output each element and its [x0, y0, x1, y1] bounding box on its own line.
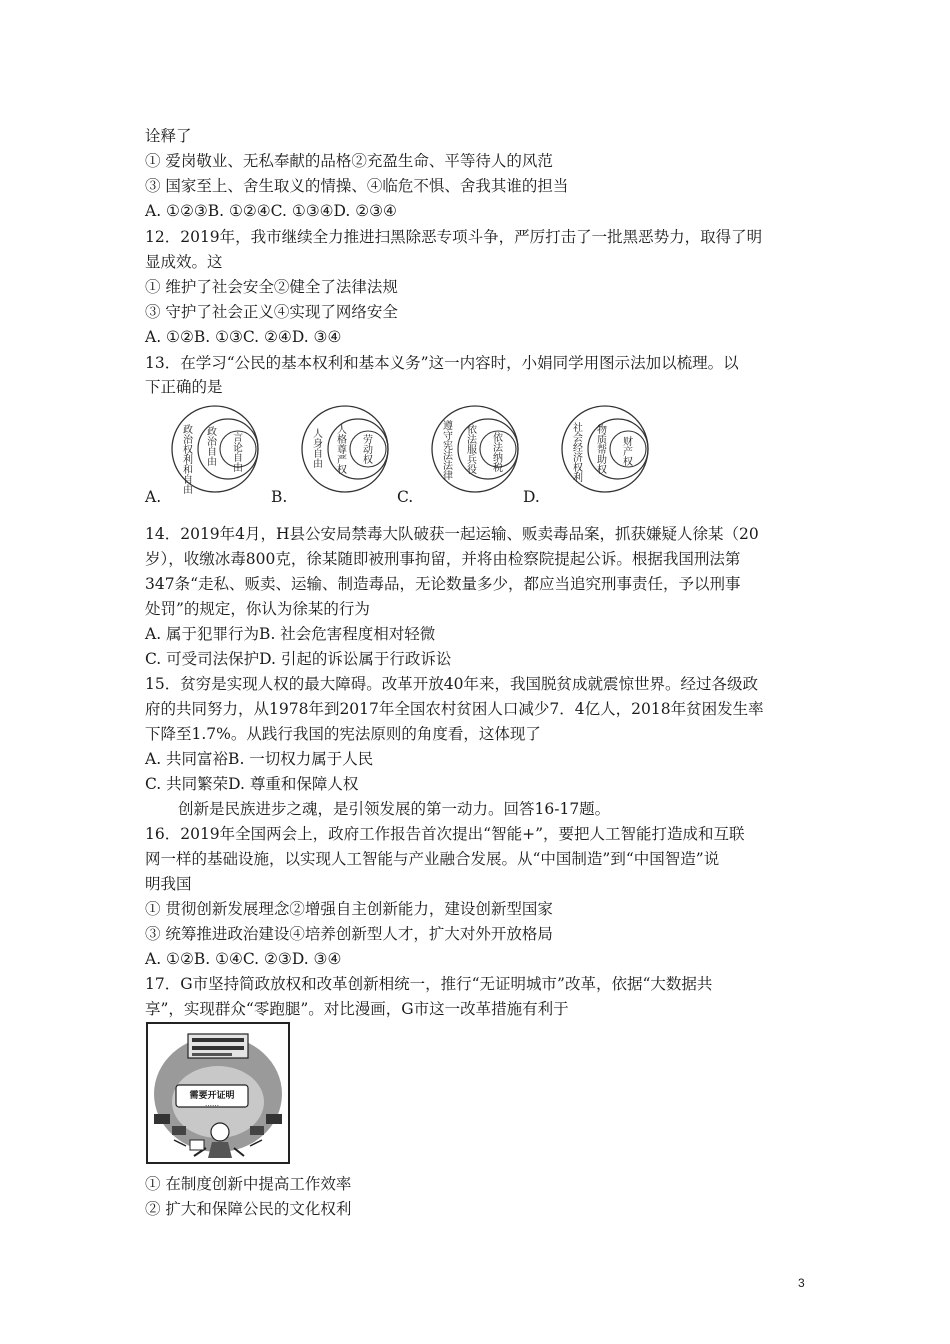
page-number: 3: [798, 1276, 805, 1290]
cartoon-sign-text: 需要开证明: [189, 1091, 235, 1101]
text-line: 诠释了: [145, 127, 192, 145]
circle-c-inner-label: 依法纳税: [490, 432, 502, 472]
text-line: ③ 守护了社会正义④实现了网络安全: [145, 303, 398, 321]
circle-a-inner-label: 言论自由: [230, 432, 242, 472]
circle-c-middle-label: 依法服兵役: [464, 424, 476, 474]
circle-c-outer-label: 遵守宪法法律: [440, 420, 452, 480]
text-line: A. 共同富裕B. 一切权力属于人民: [145, 750, 374, 768]
text-line: ① 在制度创新中提高工作效率: [145, 1175, 352, 1193]
text-line: C. 共同繁荣D. 尊重和保障人权: [145, 775, 359, 793]
text-line: ① 爱岗敬业、无私奉献的品格②充盈生命、平等待人的风范: [145, 152, 553, 170]
q13-option-a: A.: [145, 488, 162, 506]
circle-d-outer-label: 社会经济权利: [570, 422, 582, 482]
text-line: A. ①②③B. ①②④C. ①③④D. ②③④: [145, 202, 397, 220]
text-line: A. 属于犯罪行为B. 社会危害程度相对轻微: [145, 625, 436, 643]
text-line: ① 维护了社会安全②健全了法律法规: [145, 278, 398, 296]
circle-diagram-c: [432, 406, 518, 492]
text-line: 享”，实现群众“零跑腿”。对比漫画，G市这一改革措施有利于: [145, 1000, 569, 1018]
text-line: A. ①②B. ①④C. ②③D. ③④: [145, 950, 342, 968]
q13-circle-diagrams: [170, 404, 660, 494]
q13-option-c: C.: [397, 488, 414, 506]
text-line: 府的共同努力，从1978年到2017年全国农村贫困人口减少7．4亿人，2018年贫困发生率: [145, 700, 764, 718]
text-line: 处罚”的规定，你认为徐某的行为: [145, 600, 370, 618]
q13-option-d: D.: [523, 488, 540, 506]
circle-a-outer-label: 政治权利和自由: [180, 424, 192, 494]
text-line: 347条“走私、贩卖、运输、制造毒品，无论数量多少，都应当追究刑事责任，予以刑事: [145, 575, 741, 593]
question-12: 12．2019年，我市继续全力推进扫黑除恶专项斗争，严厉打击了一批黑恶势力，取得了明: [145, 228, 763, 246]
circle-diagram-a: [172, 406, 258, 494]
text-line: 显成效。这: [145, 253, 223, 271]
question-17: 17．G市坚持简政放权和改革创新相统一，推行“无证明城市”改革，依据“大数据共: [145, 975, 713, 993]
text-line: ② 扩大和保障公民的文化权利: [145, 1200, 352, 1218]
text-line: A. ①②B. ①③C. ②④D. ③④: [145, 328, 342, 346]
cartoon-illustration: [146, 1022, 290, 1164]
text-line: 下降至1.7%。从践行我国的宪法原则的角度看，这体现了: [145, 725, 541, 743]
circle-diagram-b: [302, 406, 388, 492]
text-line: 网一样的基础设施，以实现人工智能与产业融合发展。从“中国制造”到“中国智造”说: [145, 850, 720, 868]
circle-d-inner-label: 财产权: [620, 436, 632, 466]
question-14: 14．2019年4月，H县公安局禁毒大队破获一起运输、贩卖毒品案，抓获嫌疑人徐某（20: [145, 525, 759, 543]
circle-diagram-d: [562, 406, 648, 492]
circle-b-inner-label: 劳动权: [360, 434, 372, 464]
text-line: ① 贯彻创新发展理念②增强自主创新能力，建设创新型国家: [145, 900, 553, 918]
circle-b-middle-label: 人格尊严权: [334, 424, 346, 474]
q13-option-b: B.: [271, 488, 288, 506]
question-13: 13．在学习“公民的基本权利和基本义务”这一内容时，小娟同学用图示法加以梳理。以: [145, 354, 739, 372]
circle-d-middle-label: 物质帮助权: [594, 424, 606, 474]
section-intro: 创新是民族进步之魂，是引领发展的第一动力。回答16-17题。: [178, 800, 611, 818]
question-15: 15．贫穷是实现人权的最大障碍。改革开放40年来，我国脱贫成就震惊世界。经过各级政: [145, 675, 758, 693]
circle-b-outer-label: 人身自由: [310, 428, 322, 468]
text-line: 明我国: [145, 875, 192, 893]
cartoon-sign-dots: ……: [205, 1100, 219, 1108]
text-line: C. 可受司法保护D. 引起的诉讼属于行政诉讼: [145, 650, 452, 668]
text-line: 下正确的是: [145, 378, 223, 396]
question-16: 16．2019年全国两会上，政府工作报告首次提出“智能+”，要把人工智能打造成和互联: [145, 825, 745, 843]
text-line: ③ 统筹推进政治建设④培养创新型人才，扩大对外开放格局: [145, 925, 553, 943]
circle-a-middle-label: 政治自由: [204, 426, 216, 466]
text-line: 岁），收缴冰毒800克，徐某随即被刑事拘留，并将由检察院提起公诉。根据我国刑法第: [145, 550, 741, 568]
text-line: ③ 国家至上、舍生取义的情操、④临危不惧、舍我其谁的担当: [145, 177, 569, 195]
